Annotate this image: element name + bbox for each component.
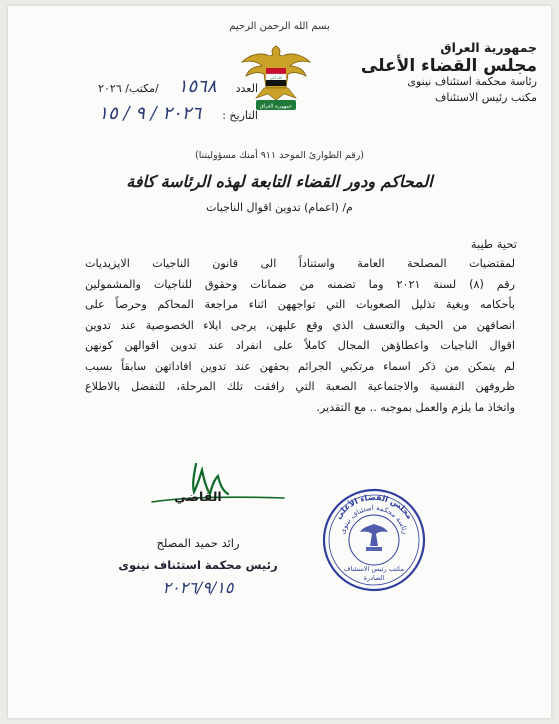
country-name: جمهورية العراق [440,40,537,55]
signer-title: القاضي [174,489,222,504]
letter-body [85,254,515,418]
body-line: واتخاذ ما يلزم والعمل بموجبه .. مع التقدير. [316,400,515,414]
stamp-bottom-text: الصادرة [363,574,385,582]
office-name: مكتب رئيس الاستئناف [434,91,537,104]
stamp-center-text: مكتب رئيس الاستئناف [343,565,405,573]
reference-number-value: ١٥٦٨ [177,76,217,97]
svg-text:الله أكبر: الله أكبر [270,76,282,80]
stamp-inner-text: رئاسة محكمة استئناف نينوى [338,503,410,535]
presidency-name: رئاسة محكمة استئناف نينوى [407,75,537,88]
emergency-hotline-note: (رقم الطوارئ الموحد ٩١١ أمنك مسؤوليتنا) [194,150,365,161]
reference-date-row [48,103,258,124]
stamp-outer-text: مجلس القضاء الأعلى [333,492,415,521]
body-line: لم يتمكن من ذكر اسماء مرتكبي الجرائم بحقهن عند تدوين افاداتهن سابقاً بسبب [85,359,515,373]
body-line: لمقتضيات المصلحة العامة واستناداً الى قانون الناجيات الايزيديات [85,257,515,270]
official-stamp [320,486,428,594]
letterhead-block [361,40,537,106]
reference-date-value: ٢٠٢٦ / ٩ / ١٥ [98,103,202,124]
body-line: ظروفهن النفسية والاجتماعية الصعبة التي رافقت تلك المرحلة، للتفضل بالاطلاع [85,380,515,393]
signature-block [118,489,278,597]
body-line: انصافهن من الحيف والتعسف الذي وقع عليهن، يرجى ايلاء الخصوصية عند تدوين [85,318,515,332]
reference-number-label: العدد [235,82,258,95]
reference-date-label: التاريخ : [222,109,258,122]
signer-name: رائد حميد المصلح [156,536,240,550]
basmala: بسم الله الرحمن الرحيم [229,21,330,32]
stamp-emblem-icon [360,524,388,551]
signer-role: رئيس محكمة استئناف نينوى [118,558,278,572]
body-line: رقم (٨) لسنة ٢٠٢١ وما تضمنه من ضمانات وحقوق للناجيات والمشمولين [85,277,515,291]
council-name: مجلس القضاء الأعلى [360,56,537,76]
addressee-line: المحاكم ودور القضاء التابعة لهذه الرئاسة كافة [126,172,433,191]
body-line: بأحكامه وبغية تذليل الصعوبات التي تواجههن اثناء مراجعة المحاكم وحرصاً على [85,298,515,311]
reference-number-row [48,76,258,97]
subject-line: م/ (اعمام) تدوين اقوال الناجيات [206,201,353,214]
signature-date: ٢٠٢٦/٩/١٥ [162,578,234,597]
body-line: اقوال الناجيات واعطاؤهن المجال كاملاً على انفراد عند تدوين اقوالهن كونهن [85,339,515,352]
emblem-caption: جمهورية العراق [259,103,293,110]
reference-number-suffix: /مكتب/ ٢٠٢٦ [98,82,159,95]
greeting: تحية طيبة [470,237,517,251]
